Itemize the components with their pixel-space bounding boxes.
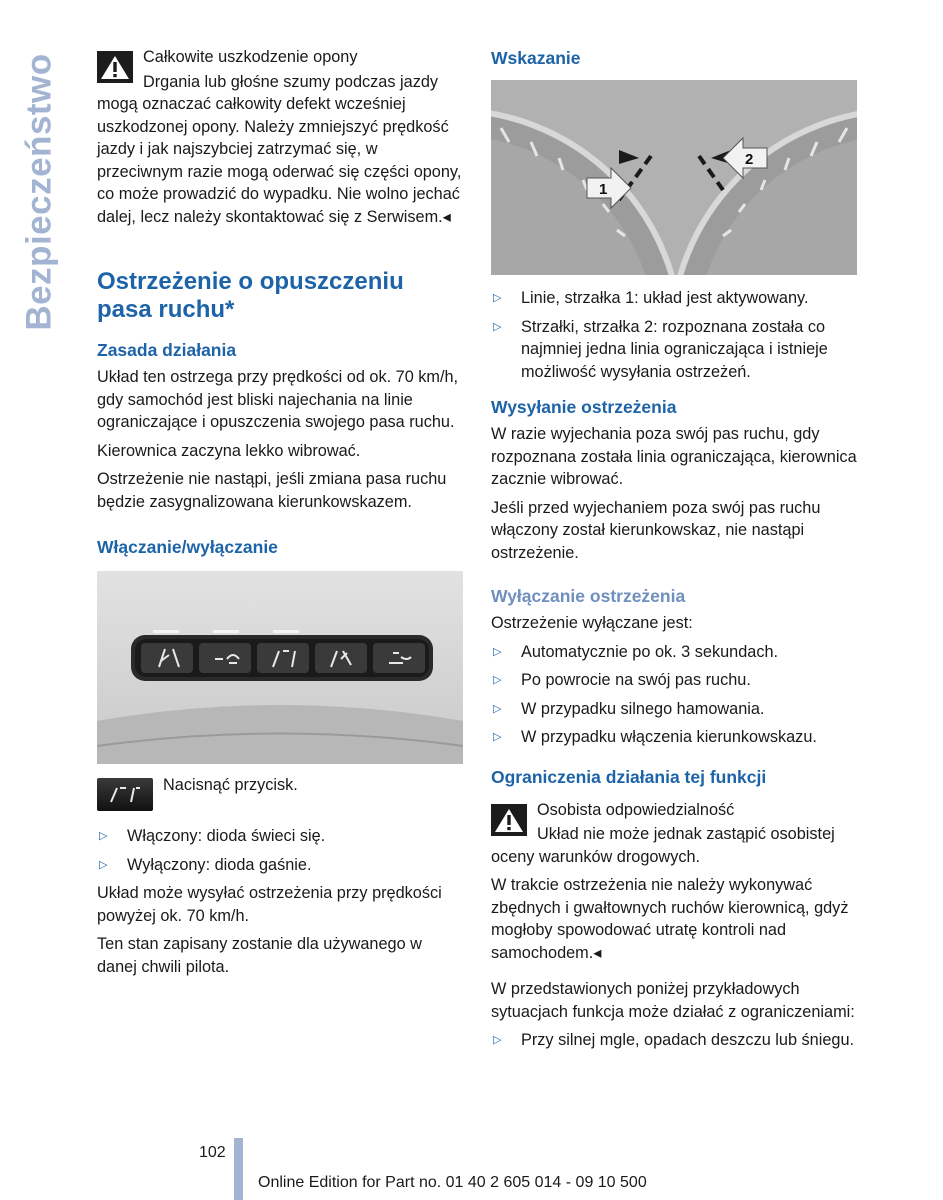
limits-paragraph: W przedstawionych poniżej przykładowych sytuacjach funkcja może działać z ograniczeniami: (491, 980, 855, 1021)
bullet-icon: ▷ (493, 731, 502, 743)
limits-heading: Ograniczenia działania tej funkcji (491, 766, 767, 787)
warning-icon (97, 51, 133, 83)
onoff-paragraph-1: Układ może wysyłać ostrzeżenia przy prędkości powyżej ok. 70 km/h. (97, 884, 442, 925)
bullet-icon: ▷ (493, 292, 502, 304)
footer-bar (234, 1138, 243, 1200)
list-item: ▷ W przypadku silnego hamowania. (491, 698, 858, 721)
list-item: ▷ Przy silnej mgle, opadach deszczu lub śniegu. (491, 1029, 858, 1052)
sending-paragraph-1: W razie wyjechania poza swój pas ruchu, gdy rozpoznana została linia ograniczająca, kierownica zacznie wibrować. (491, 425, 857, 488)
responsibility-warning (491, 799, 858, 822)
instrument-cluster-figure (491, 80, 857, 275)
press-button-text: Nacisnąć przycisk. (163, 776, 298, 794)
edition-text: Online Edition for Part no. 01 40 2 605 014 - 09 10 500 (258, 1174, 647, 1191)
responsibility-paragraph-2: W trakcie ostrzeżenia nie należy wykonywać zbędnych i gwałtownych ruchów kierownicą, gdyż mogłoby spowodować utratę kontroli nad samochodem.◂ (491, 876, 849, 962)
display-list (491, 287, 858, 383)
onoff-paragraph-2: Ten stan zapisany zostanie dla używanego w danej chwili pilota. (97, 935, 422, 976)
bullet-icon: ▷ (99, 858, 108, 871)
limits-list (491, 1029, 858, 1052)
bullet-icon: ▷ (493, 702, 502, 715)
press-instruction (97, 774, 465, 811)
display-heading: Wskazanie (491, 48, 581, 68)
page-number: 102 (199, 1144, 226, 1161)
principle-paragraph-2: Kierownica zaczyna lekko wibrować. (97, 441, 361, 460)
left-column (97, 46, 465, 984)
responsibility-title: Osobista odpowiedzialność (537, 800, 735, 819)
principle-paragraph-1: Układ ten ostrzega przy prędkości od ok. 70 km/h, gdy samochód jest bliski najechania na linie ograniczające i opuszczenia swojego pasa ruchu. (97, 368, 459, 431)
section-title: Ostrzeżenie o opuszczeniu pasa ruchu* (97, 268, 404, 323)
side-section-title (18, 42, 62, 342)
list-item: ▷ Strzałki, strzałka 2: rozpoznana została co najmniej jedna linia ograniczająca i istnieje możliwość wysyłania ostrzeżeń. (493, 317, 828, 381)
onoff-list (97, 825, 465, 876)
bullet-icon: ▷ (493, 645, 502, 658)
list-item: ▷ Włączony: dioda świeci się. (97, 825, 465, 848)
bullet-icon: ▷ (493, 320, 502, 333)
sending-heading: Wysyłanie ostrzeżenia (491, 397, 677, 417)
figure-label-1: 1 (599, 181, 608, 198)
figure-label-2: 2 (745, 151, 754, 168)
bullet-icon: ▷ (99, 830, 108, 842)
list-item: ▷ W przypadku włączenia kierunkowskazu. (491, 726, 858, 749)
bullet-icon: ▷ (493, 674, 502, 686)
onoff-heading: Włączanie/wyłączanie (97, 537, 278, 557)
off-list (491, 641, 858, 749)
principle-paragraph-3: Ostrzeżenie nie nastąpi, jeśli zmiana pasa ruchu będzie zasygnalizowana kierunkowskazem. (97, 470, 447, 511)
right-column (491, 46, 858, 1058)
off-intro: Ostrzeżenie wyłączane jest: (491, 614, 693, 632)
sending-paragraph-2: Jeśli przed wyjechaniem poza swój pas ruchu włączony został kierunkowskaz, nie nastąpi ostrzeżenie. (491, 498, 821, 562)
list-item: ▷ Automatycznie po ok. 3 sekundach. (491, 641, 858, 664)
warning-icon (491, 804, 527, 836)
list-item: ▷ Wyłączony: dioda gaśnie. (97, 854, 465, 877)
list-item: ▷ Linie, strzałka 1: układ jest aktywowany. (491, 287, 858, 310)
lane-warning-button-icon (97, 778, 153, 811)
responsibility-body: Układ nie może jednak zastąpić osobistej oceny warunków drogowych. (491, 825, 835, 866)
tire-warning (97, 46, 465, 69)
list-item: ▷ Po powrocie na swój pas ruchu. (491, 669, 858, 692)
bullet-icon: ▷ (493, 1034, 502, 1046)
switch-panel-photo (97, 571, 463, 764)
principle-heading: Zasada działania (97, 340, 237, 360)
side-title-text: Bezpieczeństwo (20, 53, 60, 331)
tire-warning-title: Całkowite uszkodzenie opony (143, 48, 358, 66)
tire-warning-body: Drgania lub głośne szumy podczas jazdy mogą oznaczać całkowity defekt wcześniej uszkodzonej opony. Należy zmniejszyć prędkość jazdy i jak najszybciej zatrzymać się, w przeciwnym razie mogą oderwać się części opony, co może prowadzić do wypadku. Nie wolno jechać dalej, lecz należy skontaktować się z Serwisem.◂ (97, 72, 462, 226)
off-heading: Wyłączanie ostrzeżenia (491, 586, 686, 606)
